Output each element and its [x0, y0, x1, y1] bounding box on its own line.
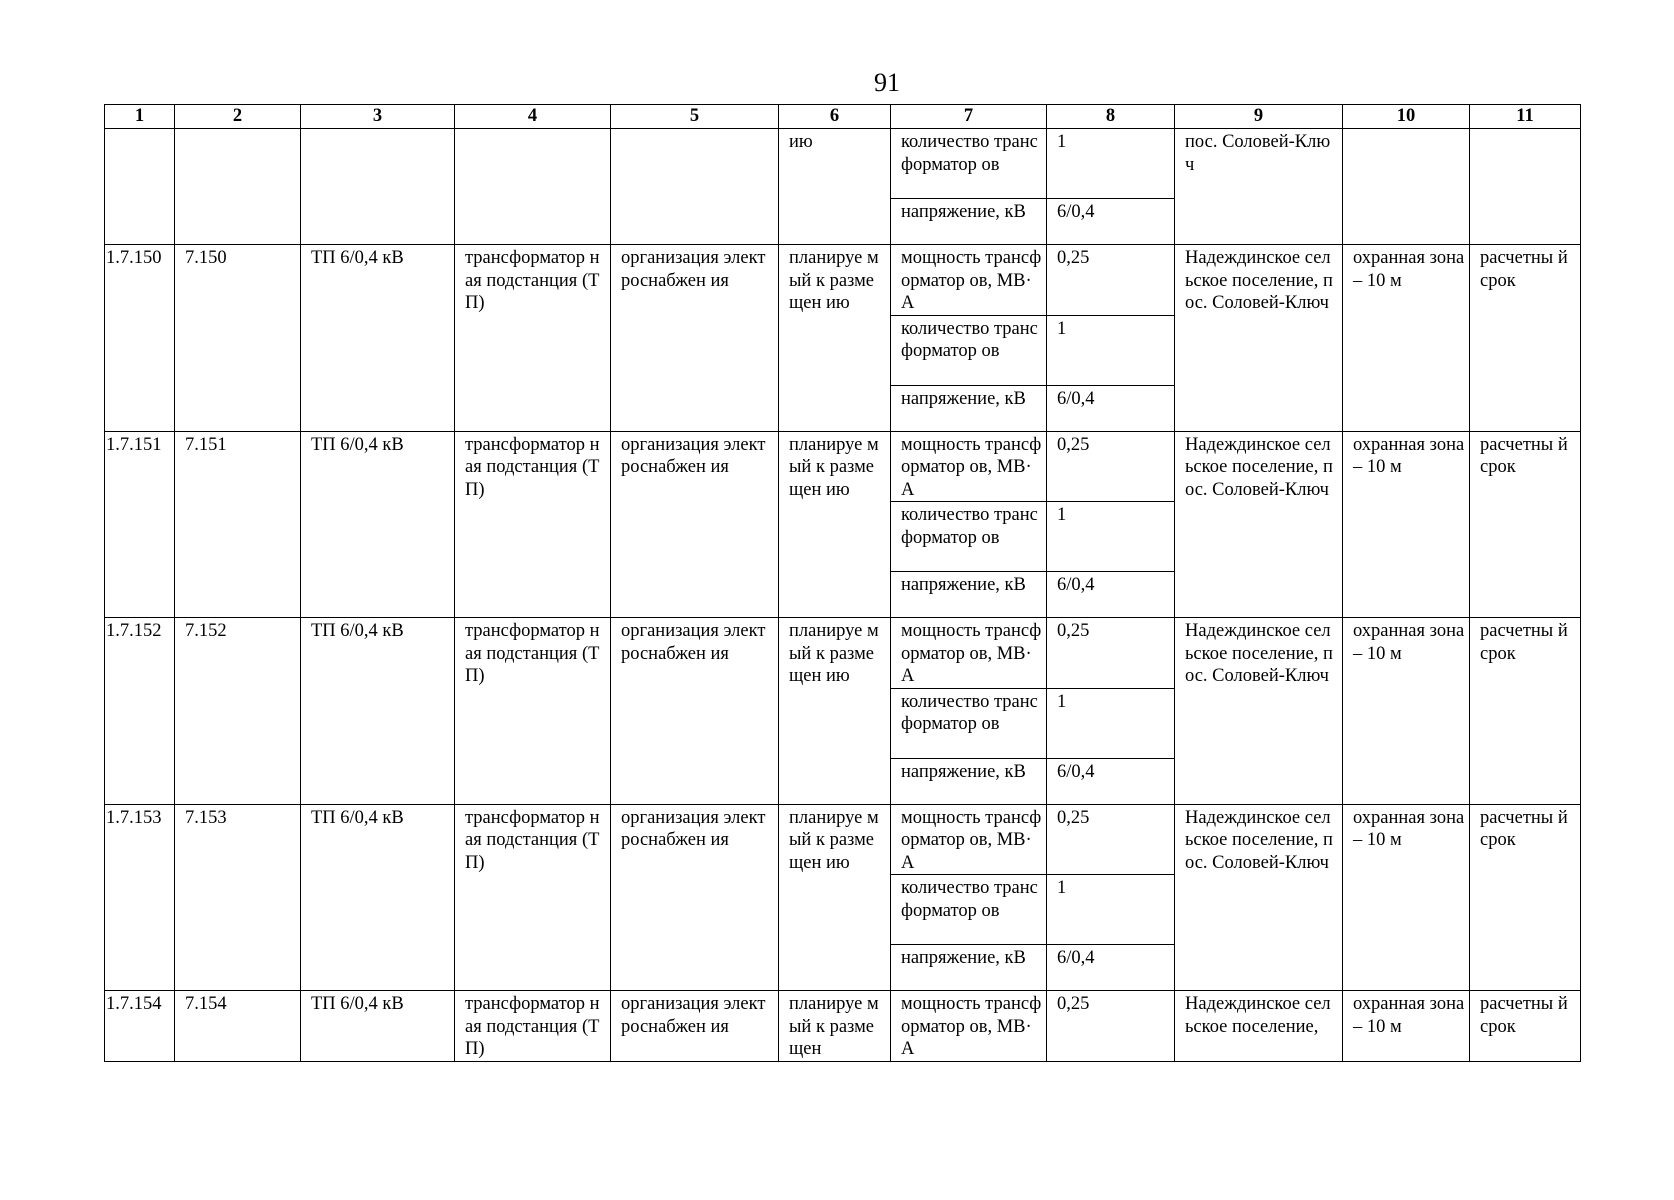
empty-cell: [455, 129, 611, 245]
location-cell: Надеждинское сельское поселение, пос. Соловей-Ключ: [1175, 245, 1343, 432]
param-name: количество трансформатор ов: [891, 129, 1047, 199]
object-purpose: организация электроснабжен ия: [611, 991, 779, 1062]
param-value: 1: [1047, 129, 1175, 199]
row-id: 1.7.151: [105, 431, 175, 618]
column-header: 9: [1175, 105, 1343, 129]
table-row: [105, 431, 1581, 502]
object-purpose: организация электроснабжен ия: [611, 245, 779, 432]
object-purpose: организация электроснабжен ия: [611, 804, 779, 991]
row-number: 7.154: [175, 991, 301, 1062]
object-name: ТП 6/0,4 кВ: [301, 431, 455, 618]
row-number: 7.153: [175, 804, 301, 991]
column-header: 5: [611, 105, 779, 129]
zone-cell: охранная зона – 10 м: [1343, 991, 1470, 1062]
param-name: количество трансформатор ов: [891, 875, 1047, 945]
column-header: 8: [1047, 105, 1175, 129]
param-name: напряжение, кВ: [891, 385, 1047, 431]
param-value: 6/0,4: [1047, 572, 1175, 618]
zone-cell: охранная зона – 10 м: [1343, 431, 1470, 618]
param-name: напряжение, кВ: [891, 758, 1047, 804]
object-status: планируе мый к размещен ию: [779, 245, 891, 432]
object-type: трансформатор ная подстанция (ТП): [455, 804, 611, 991]
param-name: мощность трансформатор ов, МВ·А: [891, 991, 1047, 1062]
param-value: 6/0,4: [1047, 385, 1175, 431]
empty-cell: [1470, 129, 1581, 245]
param-name: количество трансформатор ов: [891, 502, 1047, 572]
param-name: напряжение, кВ: [891, 199, 1047, 245]
column-header: 6: [779, 105, 891, 129]
object-type: трансформатор ная подстанция (ТП): [455, 431, 611, 618]
term-cell: расчетны й срок: [1470, 245, 1581, 432]
term-cell: расчетны й срок: [1470, 618, 1581, 805]
param-name: количество трансформатор ов: [891, 688, 1047, 758]
location-cell: Надеждинское сельское поселение, пос. Соловей-Ключ: [1175, 618, 1343, 805]
row-id: 1.7.150: [105, 245, 175, 432]
status-cell: ию: [779, 129, 891, 245]
param-value: 1: [1047, 875, 1175, 945]
param-name: мощность трансформатор ов, МВ·А: [891, 431, 1047, 502]
object-name: ТП 6/0,4 кВ: [301, 245, 455, 432]
param-value: 1: [1047, 315, 1175, 385]
term-cell: расчетны й срок: [1470, 804, 1581, 991]
term-cell: расчетны й срок: [1470, 991, 1581, 1062]
object-status: планируе мый к размещен ию: [779, 431, 891, 618]
row-id: 1.7.153: [105, 804, 175, 991]
row-number: 7.152: [175, 618, 301, 805]
continuation-row: [105, 129, 1581, 199]
param-value: 0,25: [1047, 991, 1175, 1062]
object-type: трансформатор ная подстанция (ТП): [455, 618, 611, 805]
param-name: мощность трансформатор ов, МВ·А: [891, 245, 1047, 316]
row-id: 1.7.152: [105, 618, 175, 805]
object-name: ТП 6/0,4 кВ: [301, 991, 455, 1062]
header-row: [105, 105, 1581, 129]
object-name: ТП 6/0,4 кВ: [301, 618, 455, 805]
object-status: планируе мый к размещен ию: [779, 618, 891, 805]
param-value: 6/0,4: [1047, 199, 1175, 245]
column-header: 3: [301, 105, 455, 129]
object-name: ТП 6/0,4 кВ: [301, 804, 455, 991]
param-value: 1: [1047, 688, 1175, 758]
row-number: 7.150: [175, 245, 301, 432]
table-row: [105, 618, 1581, 689]
location-cell: Надеждинское сельское поселение,: [1175, 991, 1343, 1062]
empty-cell: [175, 129, 301, 245]
column-header: 2: [175, 105, 301, 129]
column-header: 1: [105, 105, 175, 129]
location-cell: пос. Соловей-Ключ: [1175, 129, 1343, 245]
column-header: 10: [1343, 105, 1470, 129]
empty-cell: [105, 129, 175, 245]
page-number: 91: [874, 68, 900, 97]
param-value: 0,25: [1047, 804, 1175, 875]
table-row: [105, 804, 1581, 875]
param-name: напряжение, кВ: [891, 572, 1047, 618]
column-header: 4: [455, 105, 611, 129]
empty-cell: [1343, 129, 1470, 245]
column-header: 11: [1470, 105, 1581, 129]
location-cell: Надеждинское сельское поселение, пос. Соловей-Ключ: [1175, 431, 1343, 618]
object-purpose: организация электроснабжен ия: [611, 431, 779, 618]
param-value: 0,25: [1047, 618, 1175, 689]
param-value: 0,25: [1047, 431, 1175, 502]
table-row: [105, 991, 1581, 1062]
param-value: 6/0,4: [1047, 945, 1175, 991]
column-header: 7: [891, 105, 1047, 129]
param-name: количество трансформатор ов: [891, 315, 1047, 385]
term-cell: расчетны й срок: [1470, 431, 1581, 618]
object-type: трансформатор ная подстанция (ТП): [455, 991, 611, 1062]
empty-cell: [301, 129, 455, 245]
object-type: трансформатор ная подстанция (ТП): [455, 245, 611, 432]
param-value: 6/0,4: [1047, 758, 1175, 804]
object-purpose: организация электроснабжен ия: [611, 618, 779, 805]
object-status: планируе мый к размещен: [779, 991, 891, 1062]
data-table: [104, 104, 1581, 1062]
zone-cell: охранная зона – 10 м: [1343, 618, 1470, 805]
row-id: 1.7.154: [105, 991, 175, 1062]
zone-cell: охранная зона – 10 м: [1343, 245, 1470, 432]
zone-cell: охранная зона – 10 м: [1343, 804, 1470, 991]
param-name: напряжение, кВ: [891, 945, 1047, 991]
row-number: 7.151: [175, 431, 301, 618]
param-value: 0,25: [1047, 245, 1175, 316]
param-name: мощность трансформатор ов, МВ·А: [891, 618, 1047, 689]
param-name: мощность трансформатор ов, МВ·А: [891, 804, 1047, 875]
table-row: [105, 245, 1581, 316]
param-value: 1: [1047, 502, 1175, 572]
object-status: планируе мый к размещен ию: [779, 804, 891, 991]
empty-cell: [611, 129, 779, 245]
location-cell: Надеждинское сельское поселение, пос. Соловей-Ключ: [1175, 804, 1343, 991]
